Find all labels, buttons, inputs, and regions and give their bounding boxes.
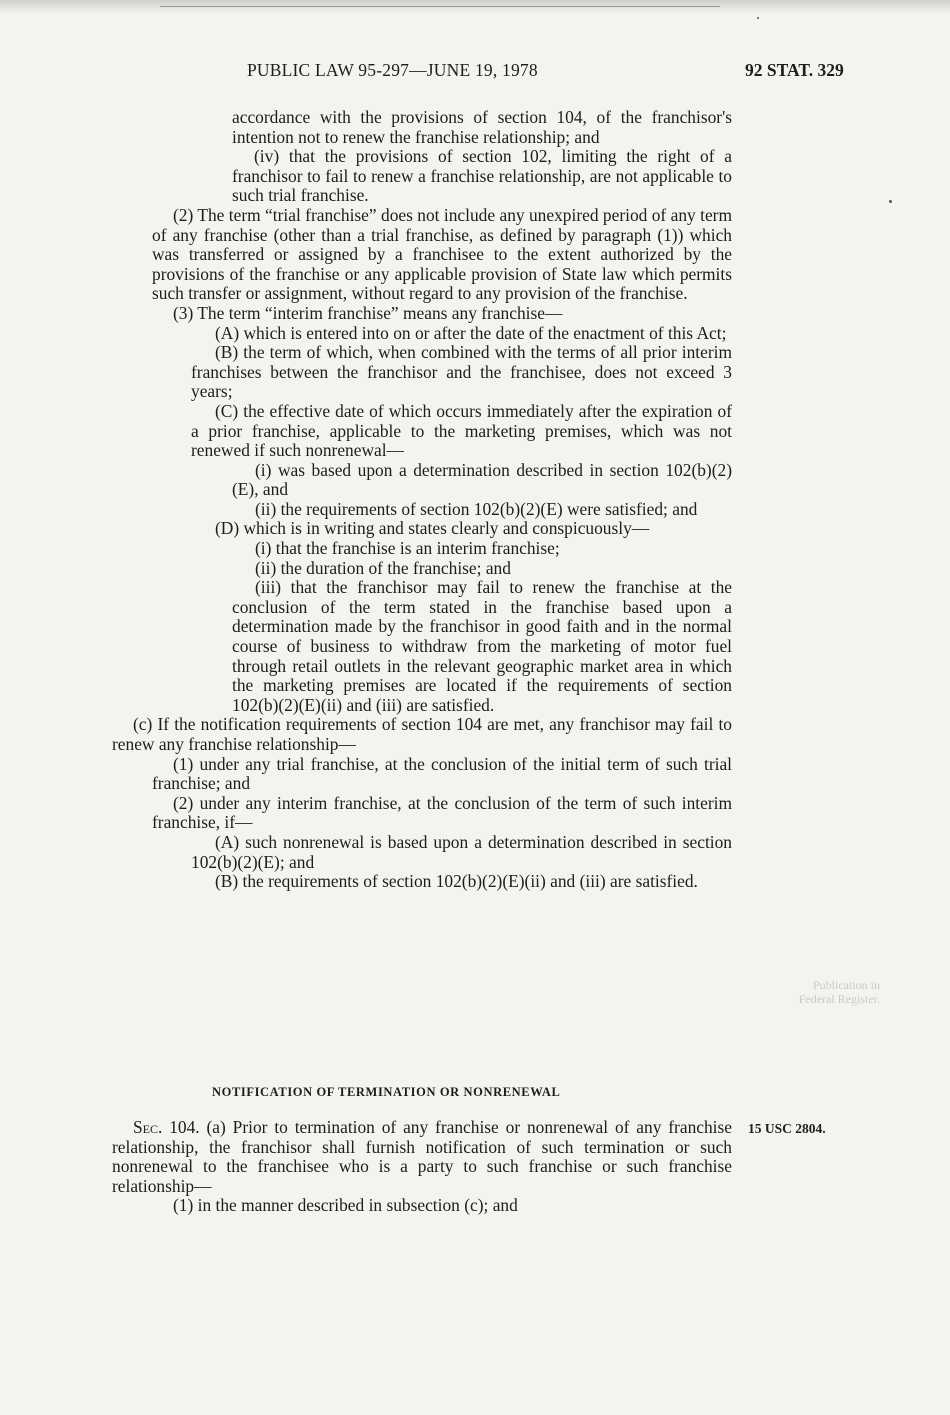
running-head: PUBLIC LAW 95-297—JUNE 19, 1978: [247, 60, 538, 80]
page-speck: [757, 17, 759, 19]
paragraph: (2) under any interim franchise, at the conclusion of the term of such interim franchise, if—: [152, 792, 732, 833]
section-text: (a) Prior to termination of any franchise or nonrenewal of any franchise relationship, the franchisor shall furnish notification of such termination or such nonrenewal to the franchisee who is a party to such franchise or such franchise relationship—: [112, 1117, 732, 1196]
page-header: [0, 60, 950, 86]
paragraph: [112, 1118, 732, 1196]
paragraph: (2) The term “trial franchise” does not include any unexpired period of any term of any franchise (other than a trial franchise, as defined by paragraph (1)) which was transferred or assigned by a franchisee to the extent authorized by the provisions of the franchise or any applicable provision of State law which permits such transfer or assignment, without regard to any provision of the franchise.: [152, 204, 732, 304]
usc-reference: 15 USC 2804.: [748, 1121, 826, 1136]
paragraph: (iii) that the franchisor may fail to renew the franchise at the conclusion of the term stated in the franchise based upon a determination made by the franchisor in good faith and in the normal course of business to withdraw from the marketing of motor fuel through retail outlets in the relevant geographic market area in which the marketing premises are located if the requirements of section 102(b)(2)(E)(ii) and (iii) are satisfied.: [232, 577, 732, 715]
paragraph: (c) If the notification requirements of section 104 are met, any franchisor may fail to renew any franchise relationship—: [112, 714, 732, 754]
paragraph: (1) under any trial franchise, at the conclusion of the initial term of such trial franchise; and: [152, 753, 732, 794]
section-heading: NOTIFICATION OF TERMINATION OR NONRENEWAL: [212, 1085, 561, 1099]
page-top-edge: [0, 0, 950, 14]
paragraph: accordance with the provisions of section 104, of the franchisor's intention not to renew the franchise relationship; and: [232, 107, 732, 147]
paragraph: (i) that the franchise is an interim franchise;: [255, 538, 560, 559]
paragraph: (iv) that the provisions of section 102, limiting the right of a franchisor to fail to renew a franchise relationship, are not applicable to such trial franchise.: [232, 146, 732, 206]
paragraph: (A) which is entered into on or after the date of the enactment of this Act;: [215, 322, 727, 343]
paragraph: (ii) the requirements of section 102(b)(2)(E) were satisfied; and: [255, 498, 698, 519]
paragraph: (B) the requirements of section 102(b)(2)(E)(ii) and (iii) are satisfied.: [215, 871, 698, 892]
document-body: [90, 108, 900, 892]
paragraph: (C) the effective date of which occurs immediately after the expiration of a prior franchise, applicable to the marketing premises, which was not renewed if such nonrenewal—: [191, 400, 732, 461]
paragraph: (D) which is in writing and states clearly and conspicuously—: [215, 518, 650, 539]
section-label: Sec. 104.: [133, 1117, 200, 1137]
bleed-through-margin-note: Publication in Federal Register.: [798, 978, 880, 1006]
paragraph: (A) such nonrenewal is based upon a determination described in section 102(b)(2)(E); and: [191, 831, 732, 872]
paragraph: (1) in the manner described in subsection (c); and: [173, 1195, 518, 1216]
paragraph: (i) was based upon a determination described in section 102(b)(2)(E), and: [232, 459, 732, 500]
paragraph: (B) the term of which, when combined with the terms of all prior interim franchises between the franchisor and the franchisee, does not exceed 3 years;: [191, 342, 732, 402]
paragraph: (3) The term “interim franchise” means any franchise—: [173, 302, 563, 323]
paragraph: (ii) the duration of the franchise; and: [255, 557, 511, 578]
stat-reference: 92 STAT. 329: [745, 60, 844, 80]
